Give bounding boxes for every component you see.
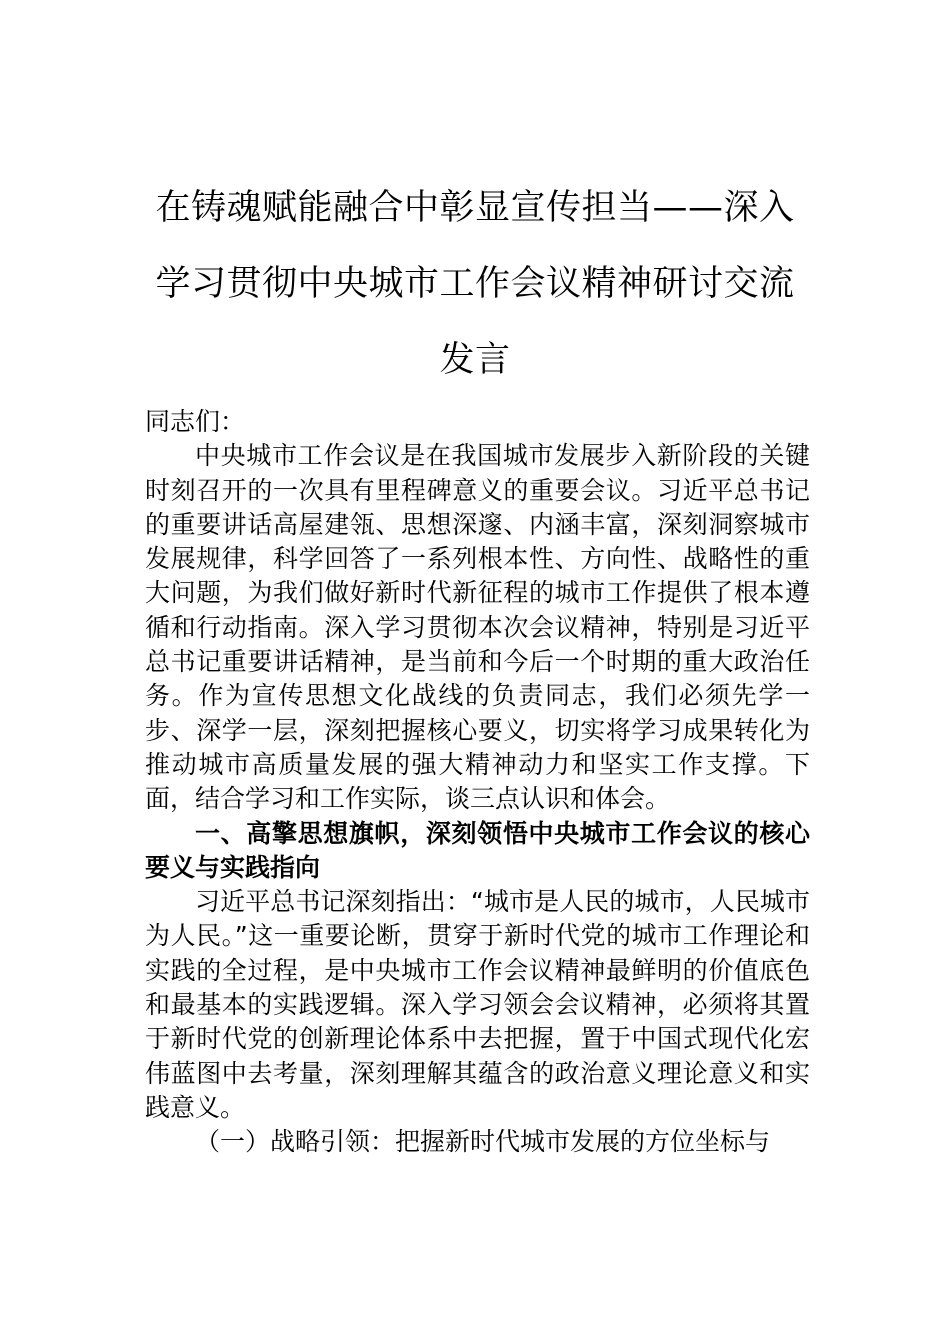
salutation: 同志们： xyxy=(145,407,246,436)
paragraph-intro: 中央城市工作会议是在我国城市发展步入新阶段的关键时刻召开的一次具有里程碑意义的重要会议。习近平总书记的重要讲话高屋建瓴、思想深邃、内涵丰富，深刻洞察城市发展规律，科学回答了一系列根本性、方向性、战略性的重大问题，为我们做好新时代新征程的城市工作提供了根本遵循和行动指南。深入学习贯彻本次会议精神，特别是习近平总书记重要讲话精神，是当前和今后一个时期的重大政治任务。作为宣传思想文化战线的负责同志，我们必须先学一步、深学一层，深刻把握核心要义，切实将学习成果转化为推动城市高质量发展的强大精神动力和坚实工作支撑。下面，结合学习和工作实际，谈三点认识和体会。 xyxy=(145,441,810,814)
paragraph-section-1: 习近平总书记深刻指出：“城市是人民的城市，人民城市为人民。”这一重要论断，贯穿于新时代党的城市工作理论和实践的全过程，是中央城市工作会议精神最鲜明的价值底色和最基本的实践逻辑。深入学习领会会议精神，必须将其置于新时代党的创新理论体系中去把握，置于中国式现代化宏伟蓝图中去考量，深刻理解其蕴含的政治意义理论意义和实践意义。 xyxy=(145,887,810,1122)
section-heading-1: 一、高擎思想旗帜，深刻领悟中央城市工作会议的核心要义与实践指向 xyxy=(145,818,810,882)
title-line-2: 学习贯彻中央城市工作会议精神研讨交流 xyxy=(155,264,795,304)
document-body xyxy=(145,405,810,1160)
document-title xyxy=(145,170,805,398)
title-line-3: 发言 xyxy=(439,340,511,380)
subheading-1: （一）战略引领：把握新时代城市发展的方位坐标与 xyxy=(195,1127,771,1157)
title-line-1: 在铸魂赋能融合中彰显宣传担当——深入 xyxy=(155,188,795,228)
